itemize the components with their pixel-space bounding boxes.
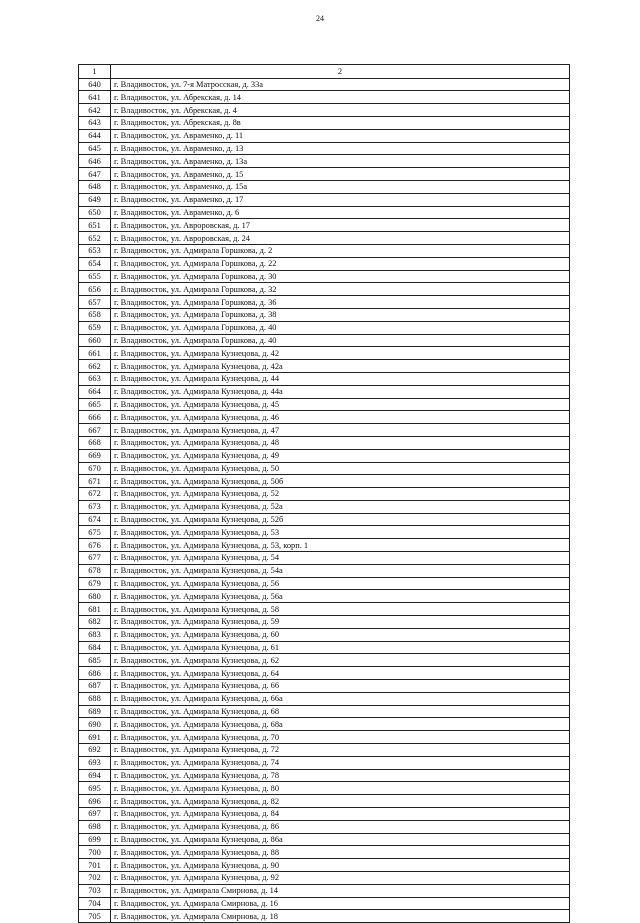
row-number: 641 [79,91,111,104]
row-address: г. Владивосток, ул. Адмирала Кузнецова, д. 42а [111,360,570,373]
table-row [79,526,570,539]
table-row [79,603,570,616]
table-row [79,398,570,411]
row-number: 701 [79,859,111,872]
table-header-row [79,65,570,79]
table-row [79,424,570,437]
row-address: г. Владивосток, ул. Адмирала Кузнецова, д. 61 [111,641,570,654]
table-row [79,296,570,309]
row-address: г. Владивосток, ул. Адмирала Кузнецова, д. 52а [111,500,570,513]
table-row [79,411,570,424]
table-row [79,667,570,680]
row-number: 690 [79,718,111,731]
table-row [79,321,570,334]
table-row [79,808,570,821]
row-number: 683 [79,628,111,641]
row-number: 654 [79,257,111,270]
row-number: 688 [79,692,111,705]
row-address: г. Владивосток, ул. Адмирала Кузнецова, д. 52б [111,513,570,526]
row-address: г. Владивосток, ул. Адмирала Горшкова, д. 40 [111,321,570,334]
row-address: г. Владивосток, ул. Адмирала Кузнецова, д. 90 [111,859,570,872]
table-row [79,104,570,117]
row-number: 684 [79,641,111,654]
row-address: г. Владивосток, ул. Абрекская, д. 14 [111,91,570,104]
table-row [79,449,570,462]
row-address: г. Владивосток, ул. Адмирала Кузнецова, д. 82 [111,795,570,808]
row-address: г. Владивосток, ул. Адмирала Кузнецова, д. 88 [111,846,570,859]
table-row [79,833,570,846]
row-address: г. Владивосток, ул. Авраменко, д. 13а [111,155,570,168]
row-address: г. Владивосток, ул. Авраменко, д. 15а [111,180,570,193]
row-address: г. Владивосток, ул. Адмирала Кузнецова, д. 86 [111,820,570,833]
table-row [79,142,570,155]
row-number: 655 [79,270,111,283]
table-row [79,475,570,488]
table-row [79,680,570,693]
table-row [79,872,570,885]
row-address: г. Владивосток, ул. Адмирала Кузнецова, д. 54а [111,564,570,577]
table-row [79,577,570,590]
row-number: 656 [79,283,111,296]
table-row [79,219,570,232]
row-address: г. Владивосток, ул. Адмирала Кузнецова, д. 50б [111,475,570,488]
row-address: г. Владивосток, ул. Адмирала Кузнецова, д. 68а [111,718,570,731]
row-address: г. Владивосток, ул. Адмирала Кузнецова, д. 58 [111,603,570,616]
row-number: 687 [79,680,111,693]
table-row [79,769,570,782]
table-row [79,78,570,91]
row-address: г. Владивосток, ул. Адмирала Горшкова, д. 30 [111,270,570,283]
row-address: г. Владивосток, ул. Адмирала Кузнецова, д. 48 [111,436,570,449]
row-number: 649 [79,193,111,206]
table-body [79,78,570,923]
table-row [79,590,570,603]
row-number: 668 [79,436,111,449]
table-row [79,859,570,872]
table-row [79,744,570,757]
row-address: г. Владивосток, ул. Адмирала Кузнецова, д. 78 [111,769,570,782]
table-row [79,539,570,552]
row-number: 705 [79,910,111,923]
row-number: 699 [79,833,111,846]
table-row [79,232,570,245]
row-number: 676 [79,539,111,552]
row-number: 685 [79,654,111,667]
row-address: г. Владивосток, ул. Абрекская, д. 4 [111,104,570,117]
row-address: г. Владивосток, ул. Адмирала Кузнецова, д. 50 [111,462,570,475]
row-address: г. Владивосток, ул. Авраменко, д. 17 [111,193,570,206]
row-address: г. Владивосток, ул. Авраменко, д. 11 [111,129,570,142]
row-number: 670 [79,462,111,475]
row-number: 681 [79,603,111,616]
row-address: г. Владивосток, ул. Адмирала Кузнецова, д. 56 [111,577,570,590]
row-number: 693 [79,756,111,769]
row-number: 657 [79,296,111,309]
row-address: г. Владивосток, ул. Адмирала Кузнецова, д. 53 [111,526,570,539]
table-row [79,564,570,577]
table-row [79,820,570,833]
table-row [79,692,570,705]
table-row [79,129,570,142]
row-number: 662 [79,360,111,373]
row-number: 661 [79,347,111,360]
row-address: г. Владивосток, ул. Адмирала Горшкова, д. 36 [111,296,570,309]
row-number: 652 [79,232,111,245]
row-number: 664 [79,385,111,398]
row-address: г. Владивосток, ул. Адмирала Кузнецова, д. 74 [111,756,570,769]
table-row [79,884,570,897]
table-row [79,116,570,129]
row-number: 696 [79,795,111,808]
column-header-address: 2 [111,65,570,79]
table-row [79,206,570,219]
table-row [79,155,570,168]
table-row [79,360,570,373]
table-row [79,641,570,654]
row-number: 697 [79,808,111,821]
row-address: г. Владивосток, ул. Адмирала Горшкова, д. 22 [111,257,570,270]
table-row [79,654,570,667]
table-row [79,718,570,731]
row-number: 659 [79,321,111,334]
row-address: г. Владивосток, ул. Адмирала Горшкова, д. 32 [111,283,570,296]
table-row [79,628,570,641]
row-number: 645 [79,142,111,155]
row-number: 650 [79,206,111,219]
row-address: г. Владивосток, ул. 7-я Матросская, д. 33а [111,78,570,91]
row-address: г. Владивосток, ул. Адмирала Кузнецова, д. 66а [111,692,570,705]
row-address: г. Владивосток, ул. Адмирала Смирнова, д. 16 [111,897,570,910]
row-address: г. Владивосток, ул. Адмирала Горшкова, д. 2 [111,244,570,257]
row-number: 646 [79,155,111,168]
row-address: г. Владивосток, ул. Адмирала Кузнецова, д. 46 [111,411,570,424]
row-address: г. Владивосток, ул. Авроровская, д. 24 [111,232,570,245]
table-row [79,782,570,795]
row-number: 700 [79,846,111,859]
row-number: 674 [79,513,111,526]
row-number: 647 [79,168,111,181]
row-address: г. Владивосток, ул. Адмирала Кузнецова, д. 44а [111,385,570,398]
row-address: г. Владивосток, ул. Адмирала Кузнецова, д. 52 [111,488,570,501]
row-address: г. Владивосток, ул. Адмирала Смирнова, д. 14 [111,884,570,897]
table-row [79,180,570,193]
table-row [79,488,570,501]
row-address: г. Владивосток, ул. Адмирала Горшкова, д. 40 [111,334,570,347]
table-row [79,283,570,296]
row-address: г. Владивосток, ул. Адмирала Кузнецова, д. 53, корп. 1 [111,539,570,552]
table-row [79,193,570,206]
row-address: г. Владивосток, ул. Авроровская, д. 17 [111,219,570,232]
row-number: 669 [79,449,111,462]
row-number: 692 [79,744,111,757]
row-number: 642 [79,104,111,117]
row-address: г. Владивосток, ул. Адмирала Кузнецова, д. 84 [111,808,570,821]
row-number: 643 [79,116,111,129]
table-row [79,462,570,475]
row-number: 665 [79,398,111,411]
table-row [79,513,570,526]
table-row [79,257,570,270]
row-address: г. Владивосток, ул. Адмирала Кузнецова, д. 59 [111,616,570,629]
row-address: г. Владивосток, ул. Адмирала Кузнецова, д. 62 [111,654,570,667]
row-number: 702 [79,872,111,885]
table-row [79,347,570,360]
row-number: 694 [79,769,111,782]
row-address: г. Владивосток, ул. Адмирала Кузнецова, д. 80 [111,782,570,795]
table-row [79,168,570,181]
row-number: 671 [79,475,111,488]
row-number: 663 [79,372,111,385]
row-address: г. Владивосток, ул. Адмирала Смирнова, д. 18 [111,910,570,923]
row-number: 644 [79,129,111,142]
address-table [78,64,570,923]
row-number: 675 [79,526,111,539]
row-address: г. Владивосток, ул. Адмирала Кузнецова, д. 60 [111,628,570,641]
row-number: 648 [79,180,111,193]
row-number: 686 [79,667,111,680]
row-address: г. Владивосток, ул. Адмирала Кузнецова, д. 49 [111,449,570,462]
column-header-number: 1 [79,65,111,79]
row-number: 689 [79,705,111,718]
row-address: г. Владивосток, ул. Адмирала Кузнецова, д. 64 [111,667,570,680]
row-number: 667 [79,424,111,437]
row-number: 680 [79,590,111,603]
table-row [79,846,570,859]
row-address: г. Владивосток, ул. Адмирала Кузнецова, д. 45 [111,398,570,411]
row-number: 704 [79,897,111,910]
row-number: 698 [79,820,111,833]
table-row [79,756,570,769]
row-address: г. Владивосток, ул. Адмирала Горшкова, д. 38 [111,308,570,321]
row-number: 682 [79,616,111,629]
row-number: 678 [79,564,111,577]
row-address: г. Владивосток, ул. Адмирала Кузнецова, д. 42 [111,347,570,360]
row-number: 640 [79,78,111,91]
row-address: г. Владивосток, ул. Абрекская, д. 8в [111,116,570,129]
row-address: г. Владивосток, ул. Адмирала Кузнецова, д. 66 [111,680,570,693]
table-row [79,308,570,321]
page-number: 24 [316,14,324,23]
table-row [79,897,570,910]
row-number: 677 [79,552,111,565]
row-number: 653 [79,244,111,257]
table-row [79,91,570,104]
row-number: 695 [79,782,111,795]
table-row [79,705,570,718]
table-row [79,334,570,347]
table-row [79,372,570,385]
row-address: г. Владивосток, ул. Адмирала Кузнецова, д. 68 [111,705,570,718]
row-number: 660 [79,334,111,347]
row-number: 691 [79,731,111,744]
row-address: г. Владивосток, ул. Адмирала Кузнецова, д. 56а [111,590,570,603]
row-number: 673 [79,500,111,513]
row-number: 672 [79,488,111,501]
row-address: г. Владивосток, ул. Адмирала Кузнецова, д. 92 [111,872,570,885]
table-row [79,270,570,283]
table-row [79,616,570,629]
table-row [79,244,570,257]
row-address: г. Владивосток, ул. Адмирала Кузнецова, д. 44 [111,372,570,385]
row-address: г. Владивосток, ул. Авраменко, д. 6 [111,206,570,219]
table-row [79,731,570,744]
row-number: 679 [79,577,111,590]
row-number: 703 [79,884,111,897]
row-number: 658 [79,308,111,321]
table-row [79,795,570,808]
row-address: г. Владивосток, ул. Адмирала Кузнецова, д. 47 [111,424,570,437]
row-address: г. Владивосток, ул. Авраменко, д. 13 [111,142,570,155]
table-row [79,910,570,923]
row-number: 666 [79,411,111,424]
row-address: г. Владивосток, ул. Адмирала Кузнецова, д. 72 [111,744,570,757]
row-number: 651 [79,219,111,232]
row-address: г. Владивосток, ул. Адмирала Кузнецова, д. 70 [111,731,570,744]
row-address: г. Владивосток, ул. Адмирала Кузнецова, д. 86а [111,833,570,846]
table-row [79,500,570,513]
table-row [79,436,570,449]
table-row [79,385,570,398]
table-row [79,552,570,565]
row-address: г. Владивосток, ул. Адмирала Кузнецова, д. 54 [111,552,570,565]
row-address: г. Владивосток, ул. Авраменко, д. 15 [111,168,570,181]
